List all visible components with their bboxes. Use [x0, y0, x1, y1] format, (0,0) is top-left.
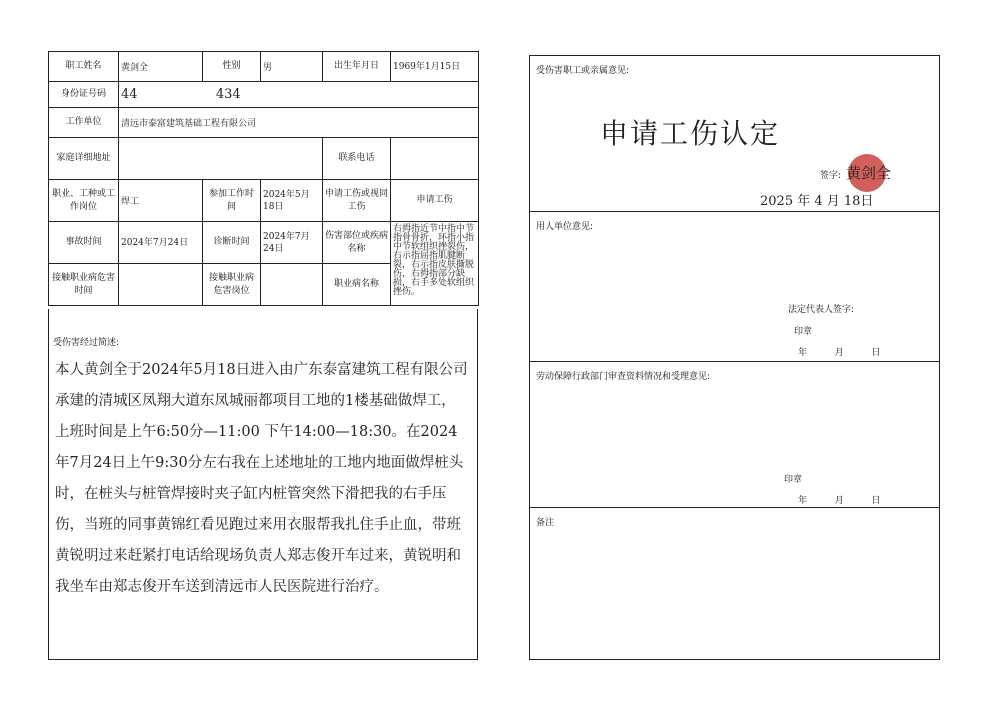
employer-seal-label: 印章	[794, 327, 813, 337]
injury-label: 伤害部位或疾病名称	[323, 222, 391, 264]
legal-rep-label: 法定代表人签字:	[788, 305, 855, 315]
opinions-panel	[529, 55, 940, 660]
apply-type-value: 申请工伤	[391, 180, 479, 222]
birth-label: 出生年月日	[323, 52, 391, 82]
worker-opinion-text: 申请工伤认定	[600, 117, 781, 150]
start-work-value: 2024年5月18日	[261, 180, 323, 222]
labor-date-line	[798, 493, 881, 506]
accident-time-value: 2024年7月24日	[119, 222, 203, 264]
narrative-section	[48, 309, 478, 660]
employer-date-day: 日	[871, 348, 881, 358]
address-label: 家庭详细地址	[49, 138, 119, 180]
id-label: 身份证号码	[49, 82, 119, 108]
phone-value	[391, 138, 479, 180]
remarks-section	[530, 508, 939, 661]
labor-seal-label: 印章	[784, 475, 803, 485]
gender-label: 性别	[203, 52, 261, 82]
name-value: 黄剑全	[119, 52, 203, 82]
diagnosis-time-label: 诊断时间	[203, 222, 261, 264]
gender-value: 男	[261, 52, 323, 82]
exposure-time-value	[119, 264, 203, 306]
start-work-label: 参加工作时间	[203, 180, 261, 222]
labor-date-month: 月	[834, 496, 844, 506]
id-value	[119, 82, 479, 108]
sign-date: 2025 年 4 月 18日	[760, 194, 874, 209]
sign-label: 签字:	[820, 171, 842, 181]
job-label: 职业、工种或工作岗位	[49, 180, 119, 222]
diagnosis-time-value: 2024年7月24日	[261, 222, 323, 264]
exposure-post-label: 接触职业病危害岗位	[203, 264, 261, 306]
accident-time-label: 事故时间	[49, 222, 119, 264]
worker-opinion-title: 受伤害职工或亲属意见:	[536, 66, 630, 76]
exposure-time-label: 接触职业病危害时间	[49, 264, 119, 306]
worker-signature: 黄剑全	[846, 164, 892, 182]
name-label: 职工姓名	[49, 52, 119, 82]
apply-type-label: 申请工伤或视同工伤	[323, 180, 391, 222]
labor-date-year: 年	[798, 496, 808, 506]
labor-date-day: 日	[871, 496, 881, 506]
labor-dept-title: 劳动保障行政部门审查资料情况和受理意见:	[536, 372, 711, 382]
id-suffix: 434	[215, 87, 241, 102]
narrative-text: 本人黄剑全于2024年5月18日进入由广东泰富建筑工程有限公司承建的清城区凤翔大道东凤城丽都项目工地的1楼基础做焊工，上班时间是上午6:50分—11:00 下午14:00—18:30。在2024年7月24日上午9:30分左右我在上述地址的工地内地面做焊桩头时，在桩头与桩管焊接时夹子缸内桩管突然下滑把我的右手压伤，当班的同事黄锦红看见跑过来用衣服帮我扎住手止血，带班黄锐明过来赶紧打电话给现场负责人郑志俊开车过来，黄锐明和我坐车由郑志俊开车送到清远市人民医院进行治疗。	[55, 362, 468, 595]
job-value: 焊工	[119, 180, 203, 222]
birth-value: 1969年1月15日	[391, 52, 479, 82]
employer-date-month: 月	[834, 348, 844, 358]
occ-disease-label: 职业病名称	[323, 264, 391, 306]
info-table	[48, 51, 479, 306]
worker-opinion-section	[530, 56, 939, 212]
employer-opinion-section	[530, 212, 939, 362]
employer-opinion-title: 用人单位意见:	[536, 222, 594, 232]
labor-dept-section	[530, 362, 939, 508]
narrative-title: 受伤害经过简述:	[53, 338, 120, 348]
phone-label: 联系电话	[323, 138, 391, 180]
exposure-post-value	[261, 264, 323, 306]
injury-value: 右拇指近节中指中节指骨骨折，环指小指中节软组织挫裂伤，右示指屈指肌腱断裂，右示指皮肤撕脱伤，右拇指部分缺损，右手多处软组织挫伤。	[391, 222, 479, 306]
remarks-title: 备注	[536, 518, 555, 528]
id-prefix: 44	[121, 87, 138, 102]
employer-label: 工作单位	[49, 108, 119, 138]
employer-value: 清远市泰富建筑基础工程有限公司	[119, 108, 479, 138]
employer-date-line	[798, 345, 881, 358]
employer-date-year: 年	[798, 348, 808, 358]
address-value	[119, 138, 323, 180]
